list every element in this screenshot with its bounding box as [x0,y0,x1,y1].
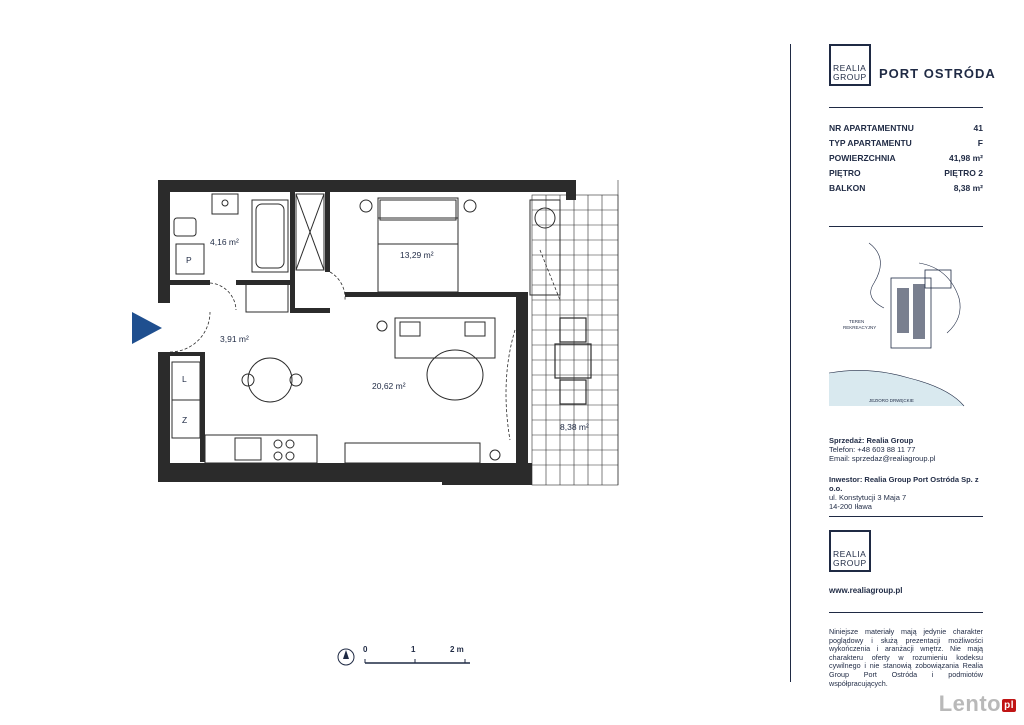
room-area-hall: 3,91 m² [220,334,249,344]
site-map-graphic [829,238,983,410]
project-name: PORT OSTRÓDA [879,66,996,81]
apartment-specs [829,123,983,198]
door-swings [170,250,560,440]
sales-contact [829,436,983,463]
divider [829,226,983,227]
kitchen-storage [172,362,317,463]
bedroom-furniture [360,198,560,295]
spec-row-number: NR APARTAMENTNU 41 [829,123,983,133]
investor-city: 14-200 Iława [829,502,872,511]
site-label-teren: TEREN [849,319,865,324]
investor-contact [829,475,983,511]
spec-row-balcony: BALKON 8,38 m² [829,183,983,193]
divider-line [790,44,791,682]
fixture-p-label: P [186,255,192,265]
spec-row-type: TYP APARTAMENTU F [829,138,983,148]
fixture-z-label: Z [182,415,188,425]
lento-watermark: Lento pl [938,691,1014,716]
website-link[interactable]: www.realiagroup.pl [829,586,903,595]
sales-email: Email: sprzedaz@realiagroup.pl [829,454,936,463]
scale-label-0: 0 [363,645,368,654]
scale-label-2: 2 m [450,645,464,654]
site-label-lake: JEZIORO DRWĘCKIE [869,398,914,403]
divider [829,107,983,108]
spec-row-area: POWIERZCHNIA 41,98 m² [829,153,983,163]
sales-title: Sprzedaż: Realia Group [829,436,914,445]
realia-logo-bottom: REALIA GROUP [829,530,871,572]
scale-bar [330,645,480,675]
balcony [532,180,618,485]
room-area-living: 20,62 m² [372,381,406,391]
exterior-walls [158,180,576,485]
entrance-arrow-icon [132,312,162,344]
north-arrow-icon [343,650,349,659]
scale-label-1: 1 [411,645,416,654]
spec-row-floor: PIĘTRO PIĘTRO 2 [829,168,983,178]
interior-walls [170,192,528,462]
divider [829,516,983,517]
room-area-balcony: 8,38 m² [560,422,589,432]
divider [829,612,983,613]
investor-street: ul. Konstytucji 3 Maja 7 [829,493,907,502]
fixture-l-label: L [182,374,187,384]
sales-phone: Telefon: +48 603 88 11 77 [829,445,916,454]
site-map [829,238,983,410]
investor-title: Inwestor: Realia Group Port Ostróda Sp. z o.o. [829,475,979,493]
realia-logo-top: REALIA GROUP [829,44,871,86]
disclaimer-text: Niniejsze materiały mają jedynie charakter poglądowy i służą prezentacji możliwości wykończenia i aranżacji wnętrz. Nie mają charakteru oferty w rozumieniu kodeksu cywilnego i nie stanowią zobowiązania Realia Group Port Ostróda i podmiotów współpracujących. [829,627,983,688]
bathroom-fixtures [174,194,324,312]
site-label-rekreacyjny: REKREACYJNY [843,325,877,330]
room-area-bathroom: 4,16 m² [210,237,239,247]
room-area-bedroom: 13,29 m² [400,250,434,260]
